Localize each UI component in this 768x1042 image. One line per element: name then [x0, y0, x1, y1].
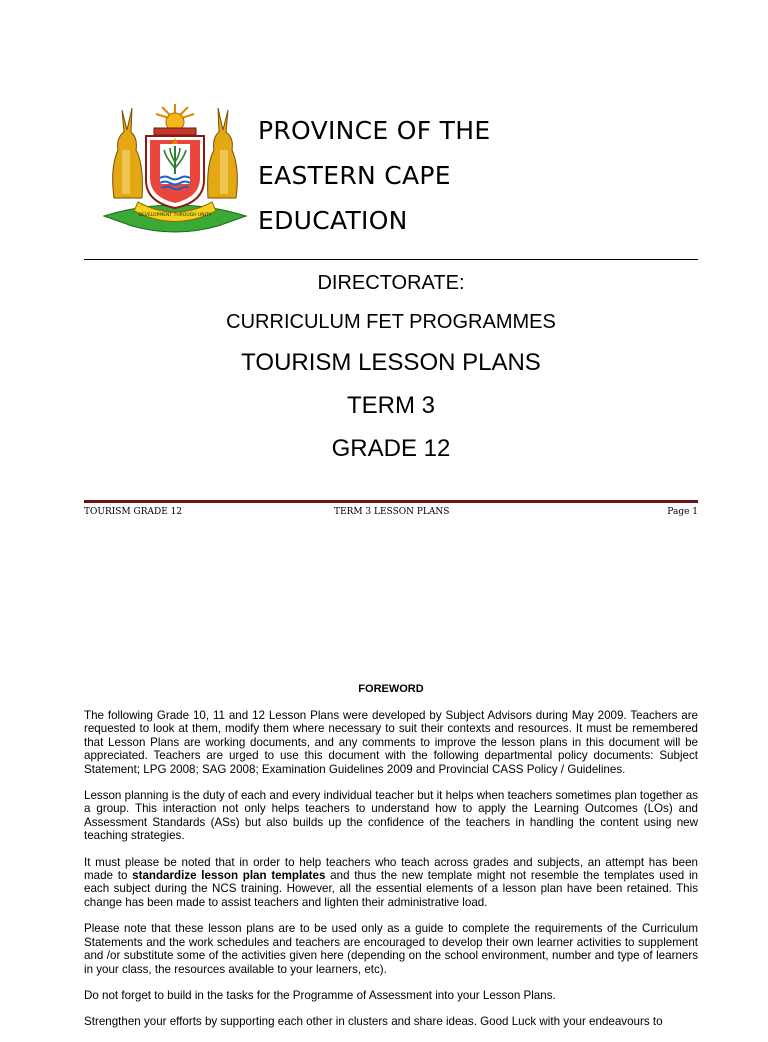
- foreword-paragraph: The following Grade 10, 11 and 12 Lesson Plans were developed by Subject Advisors during May 2009. Teachers are requested to look at them, modify them where necessary to suit their contexts and resources. It must be remembered that Lesson Plans are working documents, and any comments to improve the lesson plans in this document will be appreciated. Teachers are urged to use this document with the following departmental policy documents: Subject Statement; LPG 2008; SAG 2008; Examination Guidelines 2009 and Provincial CASS Policy / Guidelines.: [84, 709, 698, 776]
- curriculum-label: CURRICULUM FET PROGRAMMES: [226, 311, 556, 333]
- header-divider: [84, 259, 698, 260]
- foreword-body: [84, 709, 698, 1042]
- foreword-paragraph: Do not forget to build in the tasks for the Programme of Assessment into your Lesson Plans.: [84, 988, 556, 1002]
- foreword-heading: FOREWORD: [358, 683, 424, 695]
- footer-page-number: Page 1: [667, 507, 698, 517]
- province-heading: [258, 108, 490, 243]
- foreword-paragraph: Please note that these lesson plans are to be used only as a guide to complete the requirements of the Curriculum Statements and the work schedules and teachers are encouraged to develop their own learner activities to supplement and /or substitute some of the activities given here (depending on the school environment, number and type of learners in your class, the resources available to your learners, etc).: [84, 922, 698, 976]
- term-label: TERM 3: [346, 392, 435, 419]
- foreword-text: and thus the new template might not resemble the templates used in each subject during the NCS training. However, all the essential elements of a lesson plan have been retained. This change has been made to assist teachers and lighten their administrative load.: [84, 869, 698, 909]
- footer-document-name: TERM 3 LESSON PLANS: [334, 507, 450, 517]
- province-line: PROVINCE OF THE: [258, 116, 491, 145]
- province-line: EDUCATION: [258, 206, 408, 235]
- foreword-paragraph: Strengthen your efforts by supporting each other in clusters and share ideas. Good Luck with your endeavours to: [84, 1015, 663, 1029]
- footer-subject: TOURISM GRADE 12: [84, 507, 183, 517]
- foreword-emphasis: standardize lesson plan templates: [132, 869, 326, 883]
- foreword-text: It must please be noted that in order to help teachers who teach across grades and subjects, an attempt has been made to: [84, 855, 698, 883]
- province-line: EASTERN CAPE: [258, 161, 451, 190]
- grade-label: GRADE 12: [331, 435, 451, 462]
- footer-divider: [84, 500, 698, 503]
- document-title: TOURISM LESSON PLANS: [241, 349, 541, 376]
- foreword-paragraph: [84, 856, 698, 910]
- directorate-label: DIRECTORATE:: [317, 272, 465, 294]
- crest-motto: DEVELOPMENT THROUGH UNITY: [138, 213, 212, 218]
- foreword-paragraph: Lesson planning is the duty of each and every individual teacher but it helps when teachers sometimes plan together as a group. This interaction not only helps teachers to understand how to apply the Learning Outcomes (LOs) and Assessment Standards (ASs) but also builds up the confidence of the teachers in handling the content using new teaching strategies.: [84, 789, 698, 843]
- coat-of-arms-logo: [100, 98, 250, 238]
